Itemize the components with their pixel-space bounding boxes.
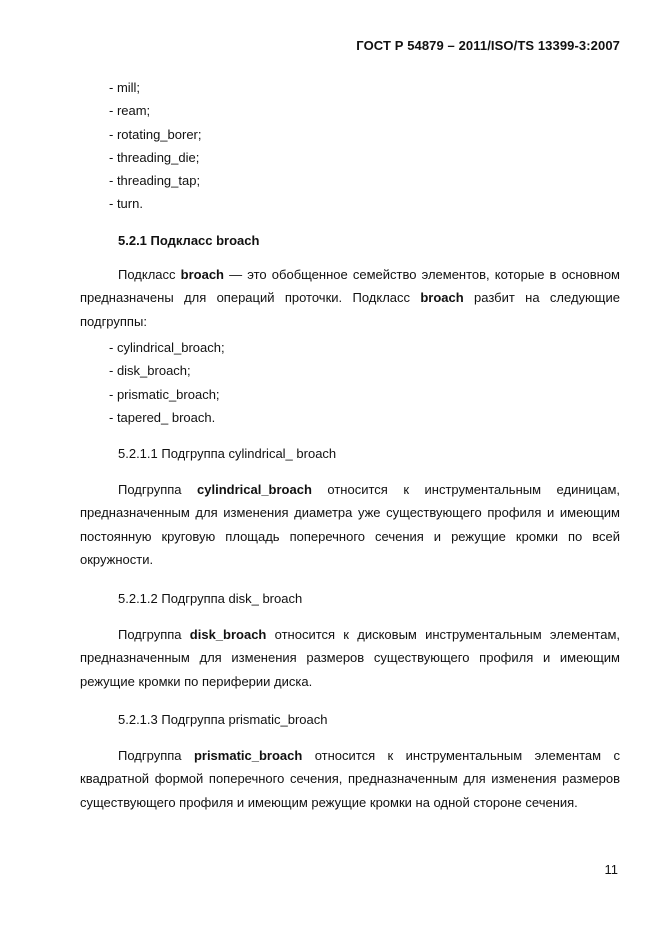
text-run: Подгруппа xyxy=(118,482,198,497)
list-item: - disk_broach; xyxy=(109,363,191,379)
tool-class-list xyxy=(109,76,202,216)
term-broach: broach xyxy=(180,267,224,282)
section-paragraph-broach xyxy=(80,263,620,333)
list-item: - threading_die; xyxy=(109,149,200,165)
list-item: - rotating_borer; xyxy=(109,126,202,142)
section-heading-5-2-1-1: 5.2.1.1 Подгруппа cylindrical_ broach xyxy=(118,446,337,461)
list-item: - ream; xyxy=(109,103,151,119)
document-header: ГОСТ Р 54879 – 2011/ISO/TS 13399-3:2007 xyxy=(356,38,620,53)
text-run: разбит на следующие подгруппы: xyxy=(80,290,620,329)
list-item: - turn. xyxy=(109,196,143,212)
list-item: - prismatic_broach; xyxy=(109,386,220,402)
list-item: - cylindrical_broach; xyxy=(109,340,225,355)
page-number: 11 xyxy=(604,862,618,877)
text-run: — это обобщенное семейство элементов, которые в основном предназначены для операций проточки. Подкласс xyxy=(80,267,620,306)
text-run: относится к инструментальным элементам с квадратной формой поперечного сечения, предназначенным для изменения размеров существующего профиля и имеющим режущие кромки на одной стороне сечения. xyxy=(80,748,621,810)
text-run: относится к дисковым инструментальным элементам, предназначенным для изменения размеров существующего профиля и имеющим режущие кромки по периферии диска. xyxy=(80,627,620,689)
section-paragraph-cylindrical-broach xyxy=(80,478,620,571)
section-paragraph-disk-broach xyxy=(80,623,620,693)
section-heading-5-2-1: 5.2.1 Подкласс broach xyxy=(118,233,260,248)
text-run: Подкласс xyxy=(118,267,181,282)
text-run: Подгруппа xyxy=(118,748,194,763)
section-paragraph-prismatic-broach xyxy=(80,744,620,814)
term-disk-broach: disk_broach xyxy=(189,627,267,642)
term-broach: broach xyxy=(420,290,464,306)
list-item: - mill; xyxy=(109,80,141,95)
broach-subgroup-list xyxy=(109,336,225,429)
list-item: - tapered_ broach. xyxy=(109,409,216,425)
text-run: Подгруппа xyxy=(118,627,190,642)
list-item: - threading_tap; xyxy=(109,173,201,189)
term-cylindrical-broach: cylindrical_broach xyxy=(197,482,312,497)
section-heading-5-2-1-2: 5.2.1.2 Подгруппа disk_ broach xyxy=(118,591,303,606)
section-heading-5-2-1-3: 5.2.1.3 Подгруппа prismatic_broach xyxy=(118,712,328,727)
text-run: относится к инструментальным единицам, предназначенным для изменения диаметра уже существующего профиля и имеющим постоянную круговую площадь поперечного сечения и режущие кромки по всей окружности. xyxy=(80,482,621,567)
term-prismatic-broach: prismatic_broach xyxy=(193,748,303,763)
